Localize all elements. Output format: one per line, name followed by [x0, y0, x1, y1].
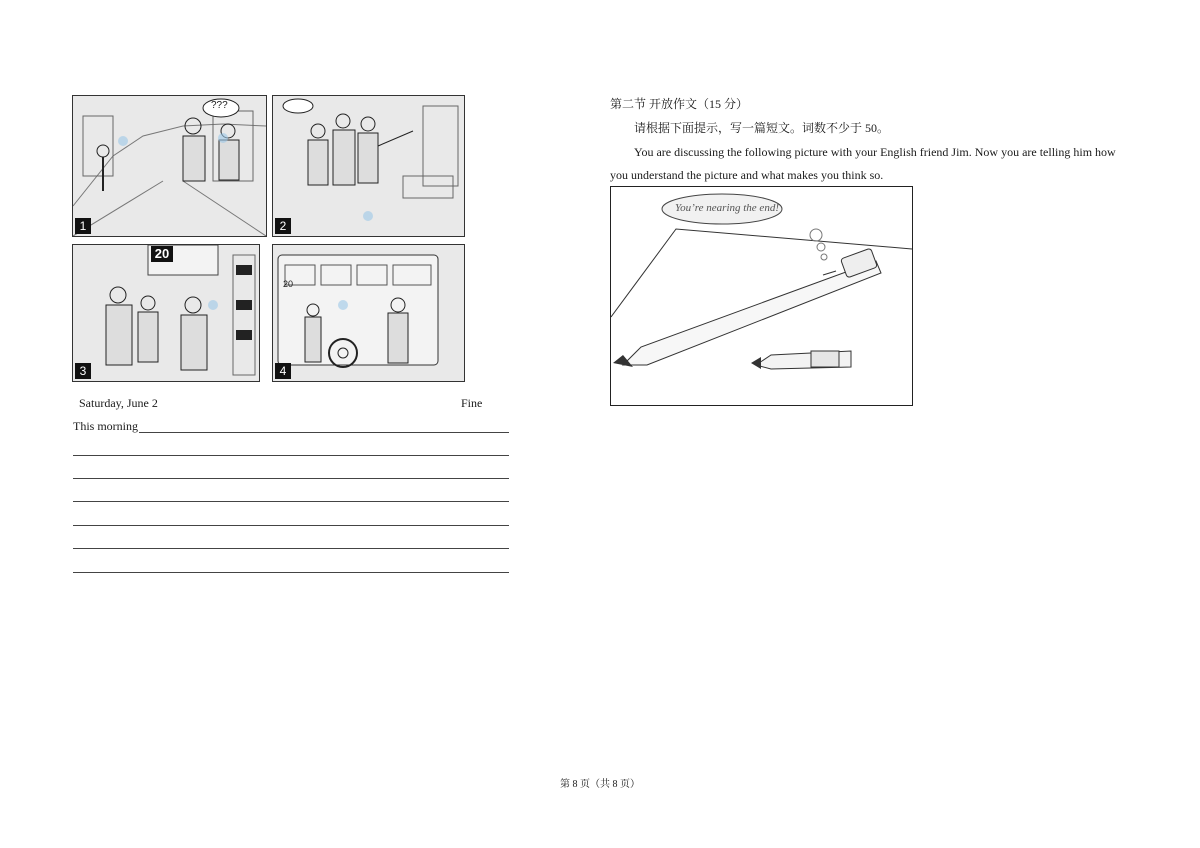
pencil-picture	[610, 186, 913, 406]
panel-number: 2	[275, 218, 291, 234]
bus-route-number: 20	[283, 279, 294, 289]
bus-stop-sign-illustration	[73, 245, 259, 381]
comic-panel-1	[72, 95, 267, 237]
panel-number: 4	[275, 363, 291, 379]
writing-line[interactable]	[73, 572, 509, 573]
writing-line[interactable]	[73, 501, 509, 502]
sign-number: 20	[151, 246, 173, 262]
speech-bubble-text: ???	[211, 100, 228, 111]
comic-panel-3	[72, 244, 260, 382]
instruction-chinese: 请根据下面提示，写一篇短文。词数不少于 50。	[634, 121, 890, 135]
writing-line[interactable]	[73, 478, 509, 479]
pencils-illustration	[611, 187, 912, 405]
section-title: 第二节 开放作文（15 分）	[610, 97, 749, 111]
page-footer: 第 8 页（共 8 页）	[560, 779, 640, 790]
comic-panel-2	[272, 95, 465, 237]
pencil-speech-bubble-text: You’re nearing the end!	[675, 202, 779, 214]
writing-line[interactable]	[73, 455, 509, 456]
writing-line[interactable]	[73, 525, 509, 526]
writing-line[interactable]	[139, 432, 509, 433]
comic-panel-4	[272, 244, 465, 382]
instruction-english-line-1: You are discussing the following picture with your English friend Jim. Now you are telling him how	[634, 145, 1116, 159]
panel-number: 3	[75, 363, 91, 379]
panel-number: 1	[75, 218, 91, 234]
diary-first-line-prefix: This morning	[73, 419, 138, 433]
bus-boarding-illustration	[273, 245, 464, 381]
map-reading-illustration	[273, 96, 464, 236]
writing-line[interactable]	[73, 548, 509, 549]
instruction-english-line-2: you understand the picture and what makes you think so.	[610, 168, 884, 182]
street-scene-illustration	[73, 96, 266, 236]
diary-weather: Fine	[461, 396, 483, 410]
diary-date: Saturday, June 2	[79, 396, 158, 410]
